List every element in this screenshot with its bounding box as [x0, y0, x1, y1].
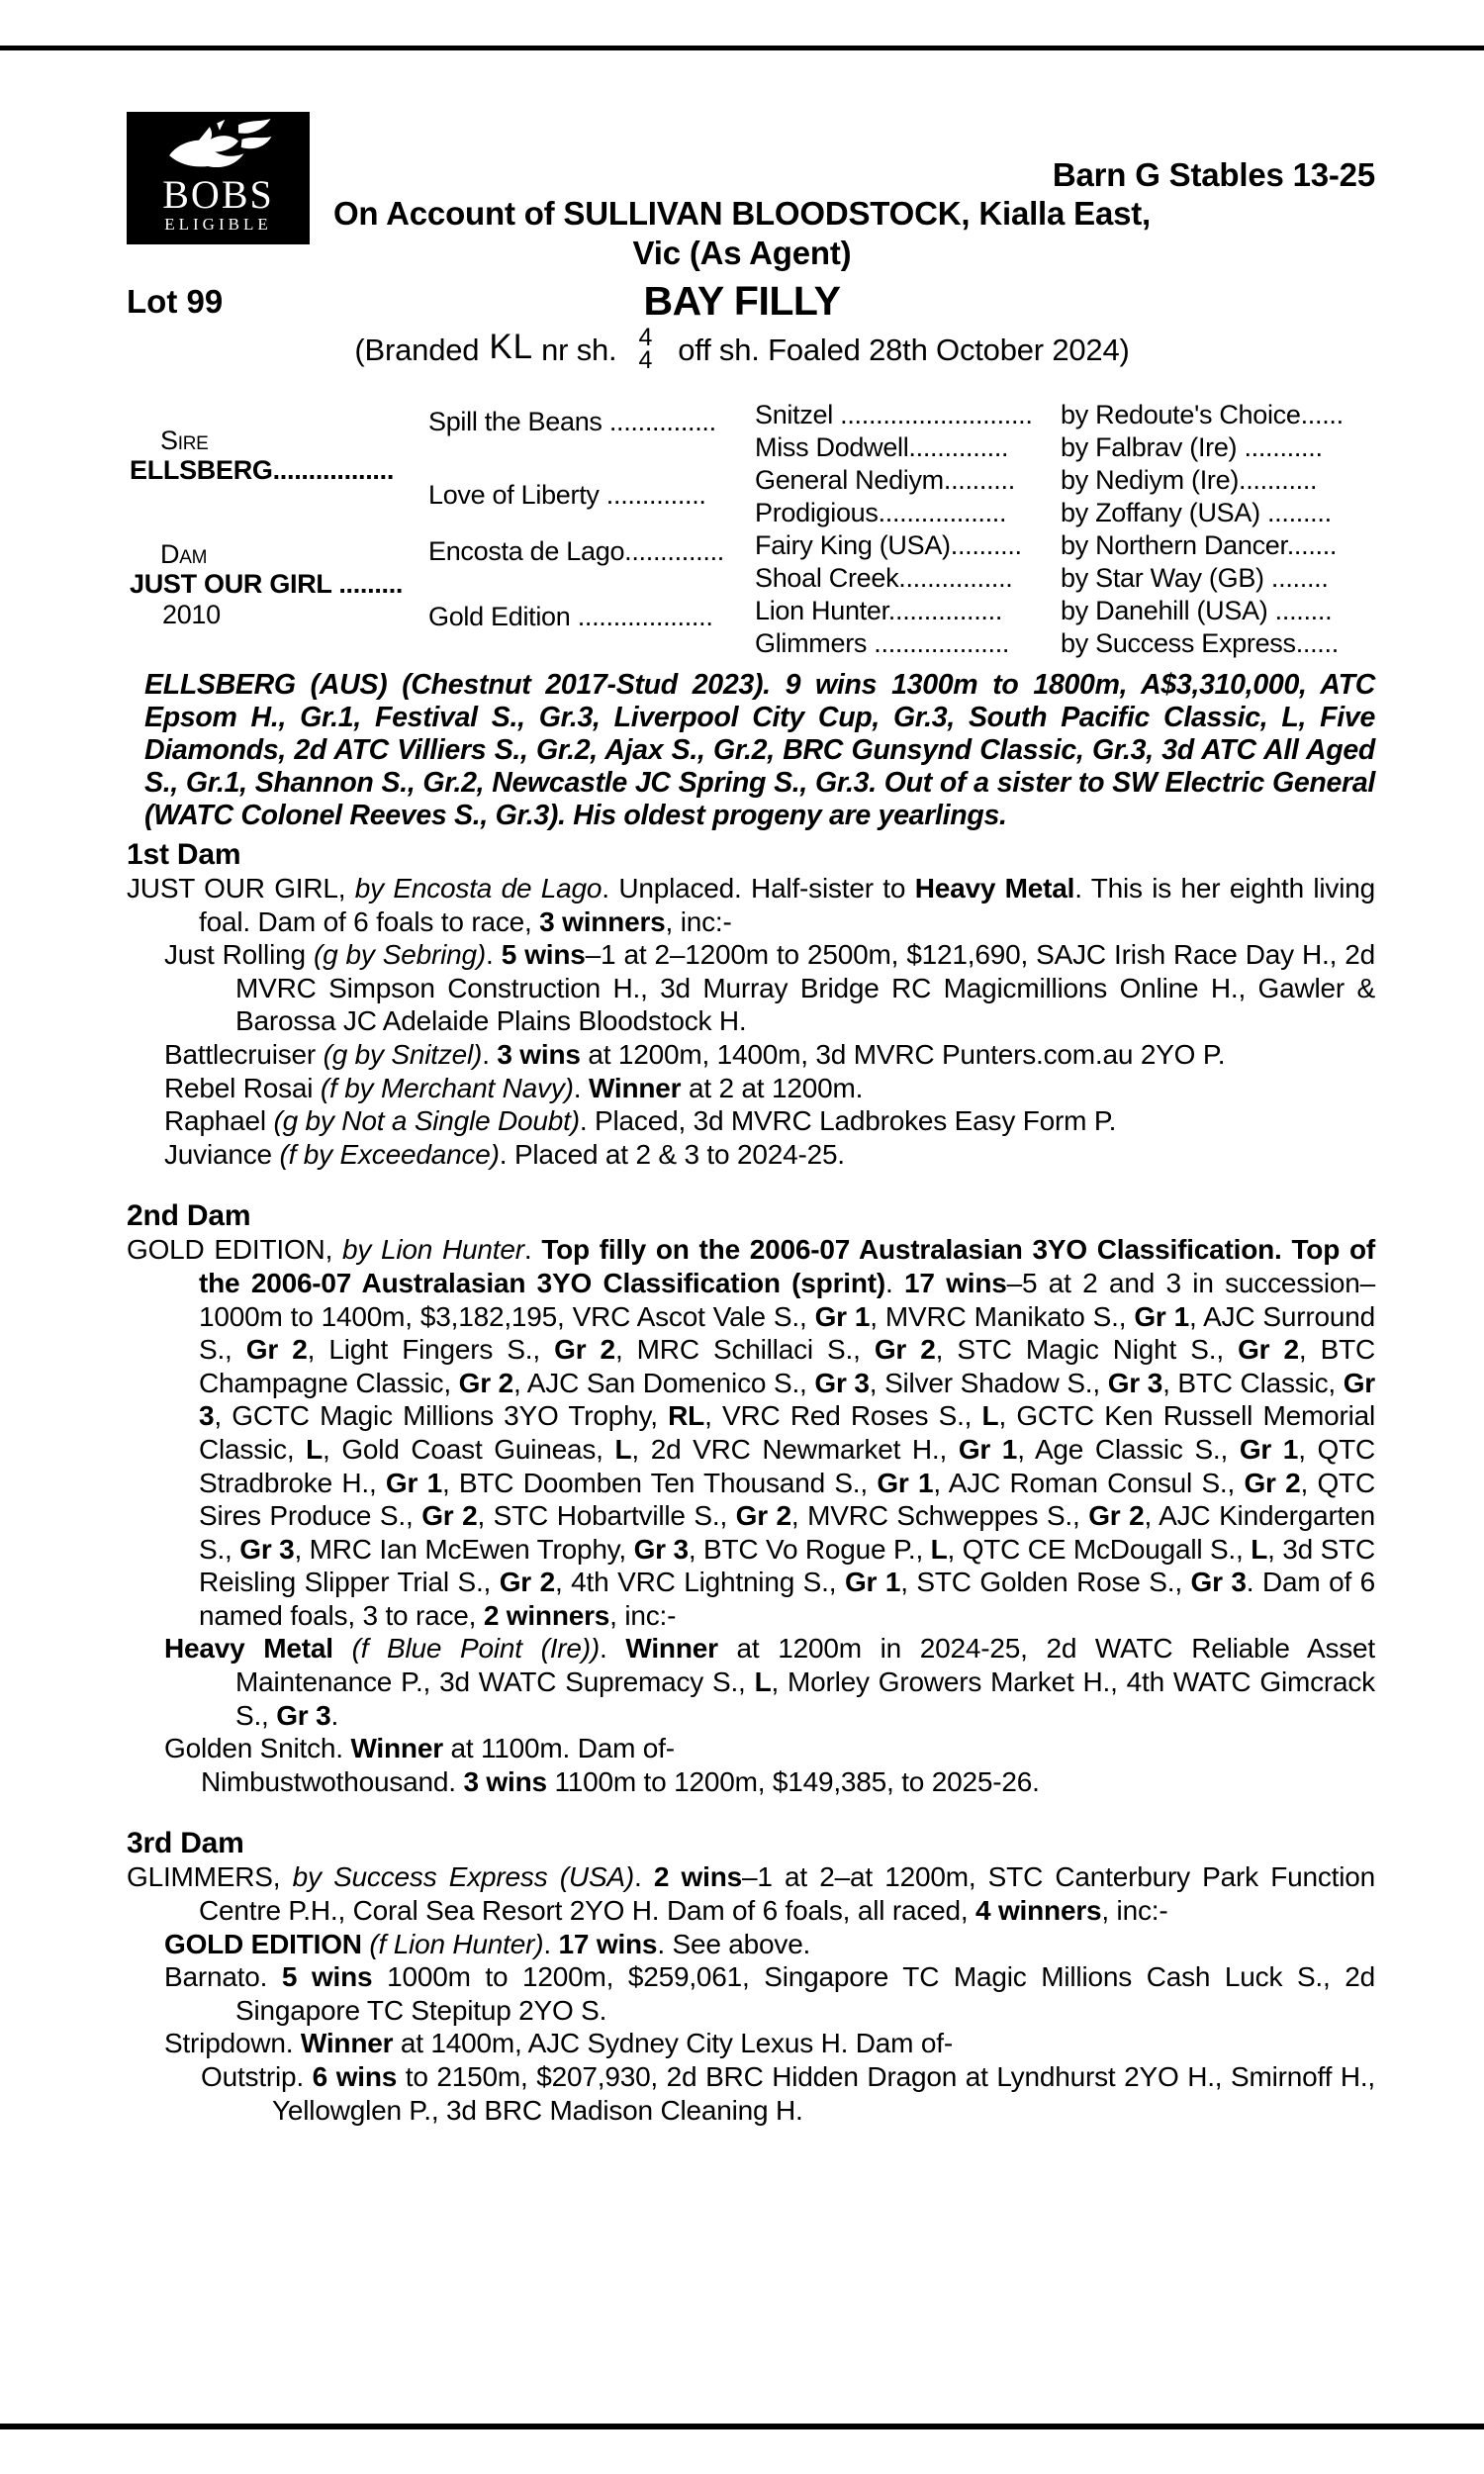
branded-line [0, 324, 1484, 375]
pedigree-parent: Encosta de Lago.............. [428, 536, 724, 566]
top-divider [0, 46, 1484, 50]
dam-entry: JUST OUR GIRL, by Encosta de Lago. Unplaced. Half-sister to Heavy Metal. This is her eighth living foal. Dam of 6 foals to race, 3 winners, inc:- [127, 873, 1376, 937]
logo-bobs-text: BOBS [162, 172, 274, 217]
vendor-account-block [0, 194, 1484, 273]
sire-label: Sire [160, 426, 209, 455]
grandprogeny-entry: Outstrip. 6 wins to 2150m, $207,930, 2d BRC Hidden Dragon at Lyndhurst 2YO H., Smirnoff H., Yellowglen P., 3d BRC Madison Cleaning H. [201, 2061, 1376, 2126]
branded-mid: nr sh. [541, 333, 617, 368]
pedigree-parent: Gold Edition ................... [428, 602, 713, 631]
pedigree-name: General Nediym.......... [755, 465, 1015, 495]
pedigree-sireline: by Danehill (USA) ........ [1061, 596, 1333, 625]
account-line-2: Vic (As Agent) [632, 235, 852, 271]
pedigree-text-body [127, 669, 1375, 2127]
pedigree-sireline: by Northern Dancer....... [1061, 530, 1338, 560]
dam-entry: GOLD EDITION, by Lion Hunter. Top filly on the 2006-07 Australasian 3YO Classification. Top of the 2006-07 Australasian 3YO Classification (sprint). 17 wins–5 at 2 and 3 in succession–1000m to 1400m, $3,182,195, VRC Ascot Vale S., Gr 1, MVRC Manikato S., Gr 1, AJC Surround S., Gr 2, Light Fingers S., Gr 2, MRC Schillaci S., Gr 2, STC Magic Night S., Gr 2, BTC Champagne Classic, Gr 2, AJC San Domenico S., Gr 3, Silver Shadow S., Gr 3, BTC Classic, Gr 3, GCTC Magic Millions 3YO Trophy, RL, VRC Red Roses S., L, GCTC Ken Russell Memorial Classic, L, Gold Coast Guineas, L, 2d VRC Newmarket H., Gr 1, Age Classic S., Gr 1, QTC Stradbroke H., Gr 1, BTC Doomben Ten Thousand S., Gr 1, AJC Roman Consul S., Gr 2, QTC Sires Produce S., Gr 2, STC Hobartville S., Gr 2, MVRC Schweppes S., Gr 2, AJC Kindergarten S., Gr 3, MRC Ian McEwen Trophy, Gr 3, BTC Vo Rogue P., L, QTC CE McDougall S., L, 3d STC Reisling Slipper Trial S., Gr 2, 4th VRC Lightning S., Gr 1, STC Golden Rose S., Gr 3. Dam of 6 named foals, 3 to race, 2 winners, inc:- [127, 1234, 1376, 1631]
brand-fraction-bottom: 4 [638, 346, 653, 374]
account-line-1: On Account of SULLIVAN BLOODSTOCK, Kialla East, [332, 195, 1152, 232]
pedigree-name: Fairy King (USA).......... [755, 530, 1022, 560]
progeny-entry: GOLD EDITION (f Lion Hunter). 17 wins. See above. [164, 1928, 811, 1959]
pedigree-name: Snitzel ........................... [755, 400, 1033, 429]
pedigree-sireline: by Zoffany (USA) ......... [1061, 498, 1332, 527]
dam-label: Dam [160, 539, 208, 569]
branded-prefix: (Branded [354, 333, 480, 368]
progeny-entry: Battlecruiser (g by Snitzel). 3 wins at 1200m, 1400m, 3d MVRC Punters.com.au 2YO P. [164, 1038, 1226, 1070]
progeny-entry: Barnato. 5 wins 1000m to 1200m, $259,061, Singapore TC Magic Millions Cash Luck S., 2d Singapore TC Stepitup 2YO S. [164, 1961, 1375, 2026]
dam-name: JUST OUR GIRL ......... [130, 569, 404, 599]
progeny-entry: Heavy Metal (f Blue Point (Ire)). Winner at 1200m in 2024-25, 2d WATC Reliable Asset Maintenance P., 3d WATC Supremacy S., L, Morley Growers Market H., 4th WATC Gimcrack S., Gr 3. [164, 1633, 1375, 1731]
section-heading-1st-dam: 1st Dam [127, 838, 241, 871]
progeny-entry: Rebel Rosai (f by Merchant Navy). Winner at 2 at 1200m. [164, 1072, 864, 1103]
barn-stables-label: Barn G Stables 13-25 [1052, 156, 1375, 193]
pedigree-name: Prodigious.................. [755, 498, 1007, 527]
dam-entry: GLIMMERS, by Success Express (USA). 2 wins–1 at 2–at 1200m, STC Canterbury Park Function Centre P.H., Coral Sea Resort 2YO H. Dam of 6 foals, all raced, 4 winners, inc:- [127, 1861, 1375, 1927]
sire-blurb: ELLSBERG (AUS) (Chestnut 2017-Stud 2023). 9 wins 1300m to 1800m, A$3,310,000, ATC Epsom H., Gr.1, Festival S., Gr.3, Liverpool City Cup, Gr.3, South Pacific Classic, L, Five Diamonds, 2d ATC Villiers S., Gr.2, Ajax S., Gr.2, BRC Gunsynd Classic, Gr.3, 3d ATC All Aged S., Gr.1, Shannon S., Gr.2, Newcastle JC Spring S., Gr.3. Out of a sister to SW Electric General (WATC Colonel Reeves S., Gr.3). His oldest progeny are yearlings. [144, 669, 1375, 831]
progeny-entry: Stripdown. Winner at 1400m, AJC Sydney City Lexus H. Dam of- [164, 2028, 953, 2059]
pedigree-sireline: by Falbrav (Ire) ........... [1061, 432, 1323, 462]
bottom-divider [0, 2424, 1484, 2429]
pedigree-name: Miss Dodwell.............. [755, 432, 1009, 462]
pedigree-name: Lion Hunter................ [755, 596, 1003, 625]
pedigree-sireline: by Success Express...... [1061, 628, 1339, 658]
pedigree-sireline: by Redoute's Choice...... [1061, 400, 1344, 429]
section-heading-3rd-dam: 3rd Dam [127, 1827, 244, 1860]
pedigree-table [127, 388, 1375, 661]
pedigree-sireline: by Star Way (GB) ........ [1061, 563, 1329, 593]
pedigree-name: Shoal Creek................ [755, 563, 1013, 593]
sire-name: ELLSBERG................. [130, 455, 395, 485]
pedigree-sireline: by Nediym (Ire)........... [1061, 465, 1318, 495]
lot-number: Lot 99 [127, 283, 224, 320]
pedigree-name: Glimmers ................... [755, 628, 1010, 658]
progeny-entry: Golden Snitch. Winner at 1100m. Dam of- [164, 1733, 675, 1764]
brand-fraction [638, 324, 653, 374]
progeny-entry: Raphael (g by Not a Single Doubt). Placed, 3d MVRC Ladbrokes Easy Form P. [164, 1105, 1117, 1137]
brand-mark: KL [489, 328, 534, 367]
logo-eligible-text: ELIGIBLE [164, 215, 272, 234]
dam-year: 2010 [162, 600, 221, 629]
page-title: BAY FILLY [643, 278, 841, 324]
pedigree-parent: Spill the Beans ............... [428, 407, 716, 436]
grandprogeny-entry: Nimbustwothousand. 3 wins 1100m to 1200m, $149,385, to 2025-26. [201, 1765, 1040, 1797]
progeny-entry: Just Rolling (g by Sebring). 5 wins–1 at 2–1200m to 2500m, $121,690, SAJC Irish Race Day H., 2d MVRC Simpson Construction H., 3d Murray Bridge RC Magicmillions Online H., Gawler & Barossa JC Adelaide Plains Bloodstock H. [164, 939, 1375, 1037]
branded-suffix: off sh. Foaled 28th October 2024) [678, 333, 1130, 368]
progeny-entry: Juviance (f by Exceedance). Placed at 2 & 3 to 2024-25. [164, 1138, 845, 1170]
section-heading-2nd-dam: 2nd Dam [127, 1199, 251, 1233]
brand-fraction-top: 4 [638, 324, 653, 351]
pedigree-parent: Love of Liberty .............. [428, 480, 706, 510]
